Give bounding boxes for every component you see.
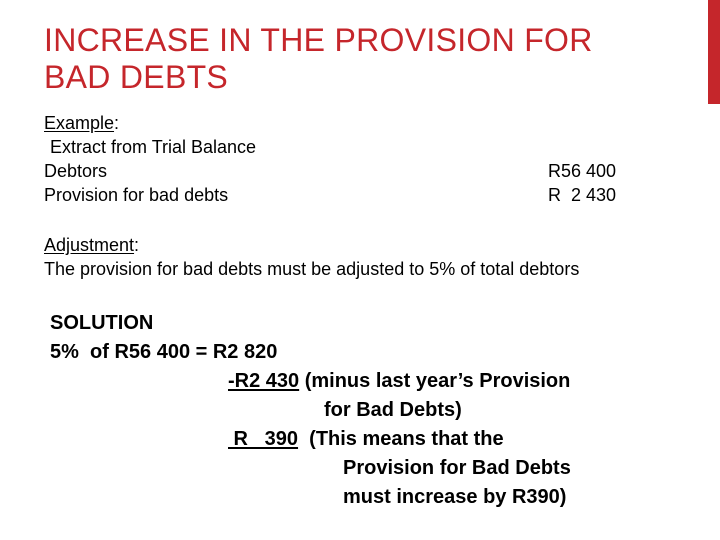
- provision-value: R 2 430: [548, 185, 617, 205]
- accent-bar: [708, 0, 720, 104]
- increase-note: (This means that the: [298, 428, 504, 450]
- adjustment-text: The provision for bad debts must be adjusted to 5% of total debtors: [44, 259, 580, 279]
- solution-line-3: for Bad Debts): [324, 399, 462, 421]
- solution-line-5: Provision for Bad Debts: [343, 457, 571, 479]
- adjustment-heading: [44, 234, 139, 256]
- solution-line-2: [228, 367, 570, 396]
- adjustment-label: Adjustment: [44, 235, 135, 255]
- provision-label: Provision for bad debts: [44, 185, 229, 205]
- adjustment-colon: :: [134, 235, 140, 255]
- prior-provision-note: (minus last year’s Provision: [299, 370, 571, 392]
- prior-provision-value: -R2 430: [228, 370, 300, 392]
- example-heading: [44, 112, 119, 134]
- debtors-label: Debtors: [44, 161, 108, 181]
- solution-heading: SOLUTION: [50, 312, 154, 334]
- solution-line-4: [228, 425, 504, 454]
- slide-title: [44, 22, 593, 96]
- title-line-2: BAD DEBTS: [44, 59, 229, 95]
- example-colon: :: [114, 113, 120, 133]
- solution-line-6: must increase by R390): [343, 486, 567, 508]
- example-label: Example: [44, 113, 115, 133]
- debtors-value: R56 400: [548, 161, 617, 181]
- solution-line-1: 5% of R56 400 = R2 820: [50, 341, 278, 363]
- example-subtitle: Extract from Trial Balance: [50, 137, 257, 157]
- title-line-1: INCREASE IN THE PROVISION FOR: [44, 22, 593, 58]
- increase-value: R 390: [228, 428, 299, 450]
